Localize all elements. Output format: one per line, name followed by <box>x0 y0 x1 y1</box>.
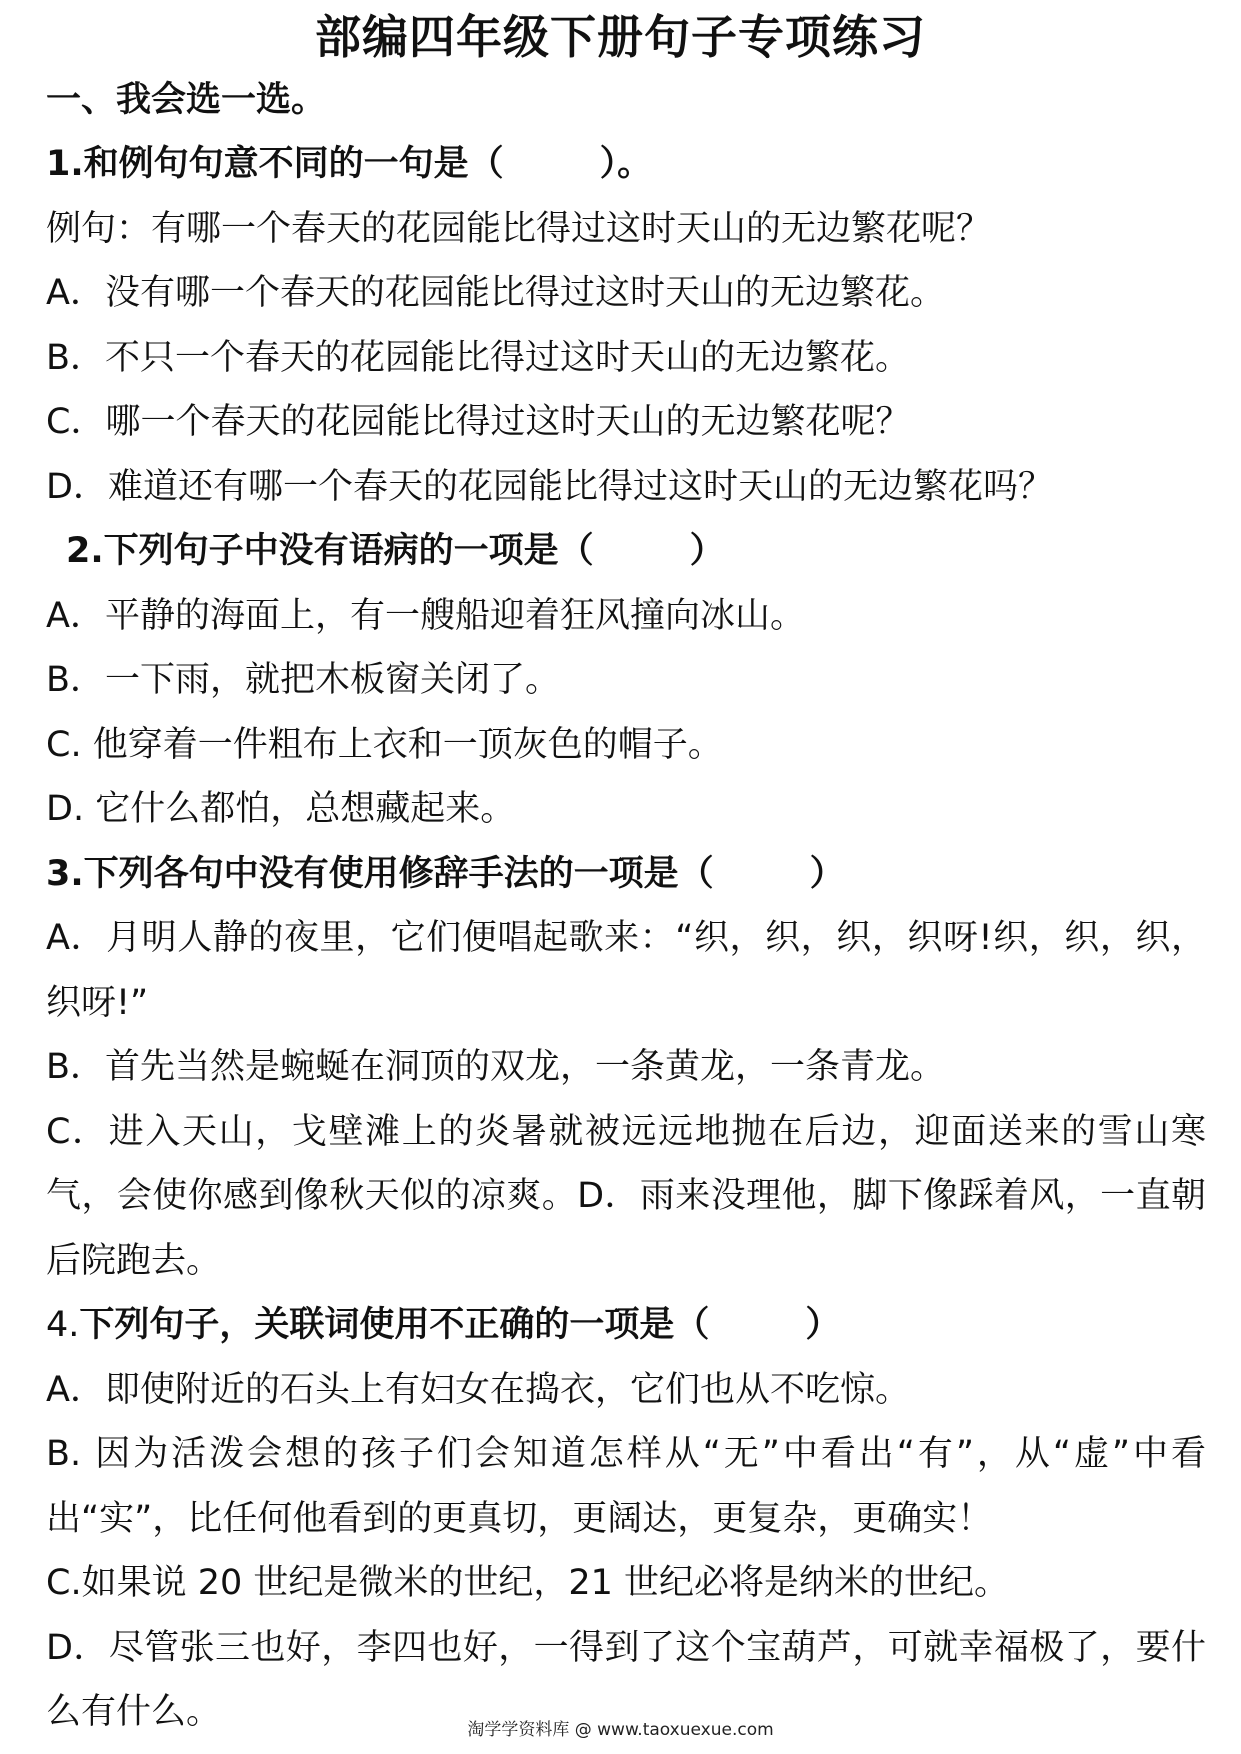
questions-area <box>46 132 1206 1745</box>
question-3-option-b: B．首先当然是蜿蜒在洞顶的双龙，一条黄龙，一条青龙。 <box>46 1047 946 1087</box>
question-2-stem-start: 2.下列句子中没有语病的一项是（ <box>66 531 594 571</box>
question-2-stem <box>46 519 1206 584</box>
question-1-stem-start: 1.和例句句意不同的一句是（ <box>46 144 504 184</box>
question-4-option-b: B. 因为活泼会想的孩子们会知道怎样从“无”中看出“有”，从“虚”中看出“实”，比任何他看到的更真切，更阔达，更复杂，更确实！ <box>46 1434 1206 1539</box>
question-3-stem-start: 3.下列各句中没有使用修辞手法的一项是（ <box>46 853 714 894</box>
question-4-option-a: A．即使附近的石头上有妇女在捣衣，它们也从不吃惊。 <box>46 1369 910 1410</box>
question-4-stem-start: 下列句子，关联词使用不正确的一项是（ <box>79 1305 710 1345</box>
question-1-option-a: A．没有哪一个春天的花园能比得过这时天山的无边繁花。 <box>46 273 945 313</box>
question-4-stem-end: ） <box>805 1305 841 1345</box>
question-1-option-d: D．难道还有哪一个春天的花园能比得过这时天山的无边繁花吗？ <box>46 466 1053 507</box>
footer-watermark: 淘学学资料库 @ www.taoxuexue.com <box>467 1720 774 1740</box>
question-2-option-a: A．平静的海面上，有一艘船迎着狂风撞向冰山。 <box>46 595 805 636</box>
question-1-option-c: C．哪一个春天的花园能比得过这时天山的无边繁花呢？ <box>46 402 911 442</box>
question-4-option-d: D．尽管张三也好，李四也好，一得到了这个宝葫芦，可就幸福极了，要什么有什么。 <box>46 1627 1206 1732</box>
question-4-option-c: C.如果说 20 世纪是微米的世纪，21 世纪必将是纳米的世纪。 <box>46 1563 1010 1603</box>
question-1-example: 例句：有哪一个春天的花园能比得过这时天山的无边繁花呢？ <box>46 208 992 249</box>
question-1-option-b: B．不只一个春天的花园能比得过这时天山的无边繁花。 <box>46 337 911 378</box>
question-3-stem-end: ） <box>809 853 845 894</box>
page-title: 部编四年级下册句子专项练习 <box>315 10 926 64</box>
question-2-option-d: D. 它什么都怕，总想藏起来。 <box>46 789 516 829</box>
question-2-stem-end: ） <box>689 531 725 571</box>
question-2-option-c: C. 他穿着一件粗布上衣和一顶灰色的帽子。 <box>46 724 723 765</box>
question-1-stem <box>46 132 1206 197</box>
question-4-number: 4. <box>46 1305 80 1345</box>
question-3-option-c-d: C．进入天山，戈壁滩上的炎暑就被远远地抛在后边，迎面送来的雪山寒气，会使你感到像秋天似的凉爽。D．雨来没理他，脚下像踩着风，一直朝后院跑去。 <box>46 1111 1206 1281</box>
section-heading: 一、我会选一选。 <box>46 80 327 120</box>
question-2-option-b: B．一下雨，就把木板窗关闭了。 <box>46 660 561 700</box>
question-4-stem <box>46 1293 1206 1358</box>
question-3-stem <box>46 842 1206 907</box>
question-3-option-a: A．月明人静的夜里，它们便唱起歌来：“织，织，织，织呀!织，织，织，织呀!” <box>46 918 1206 1023</box>
question-1-stem-end: ）。 <box>599 144 653 184</box>
